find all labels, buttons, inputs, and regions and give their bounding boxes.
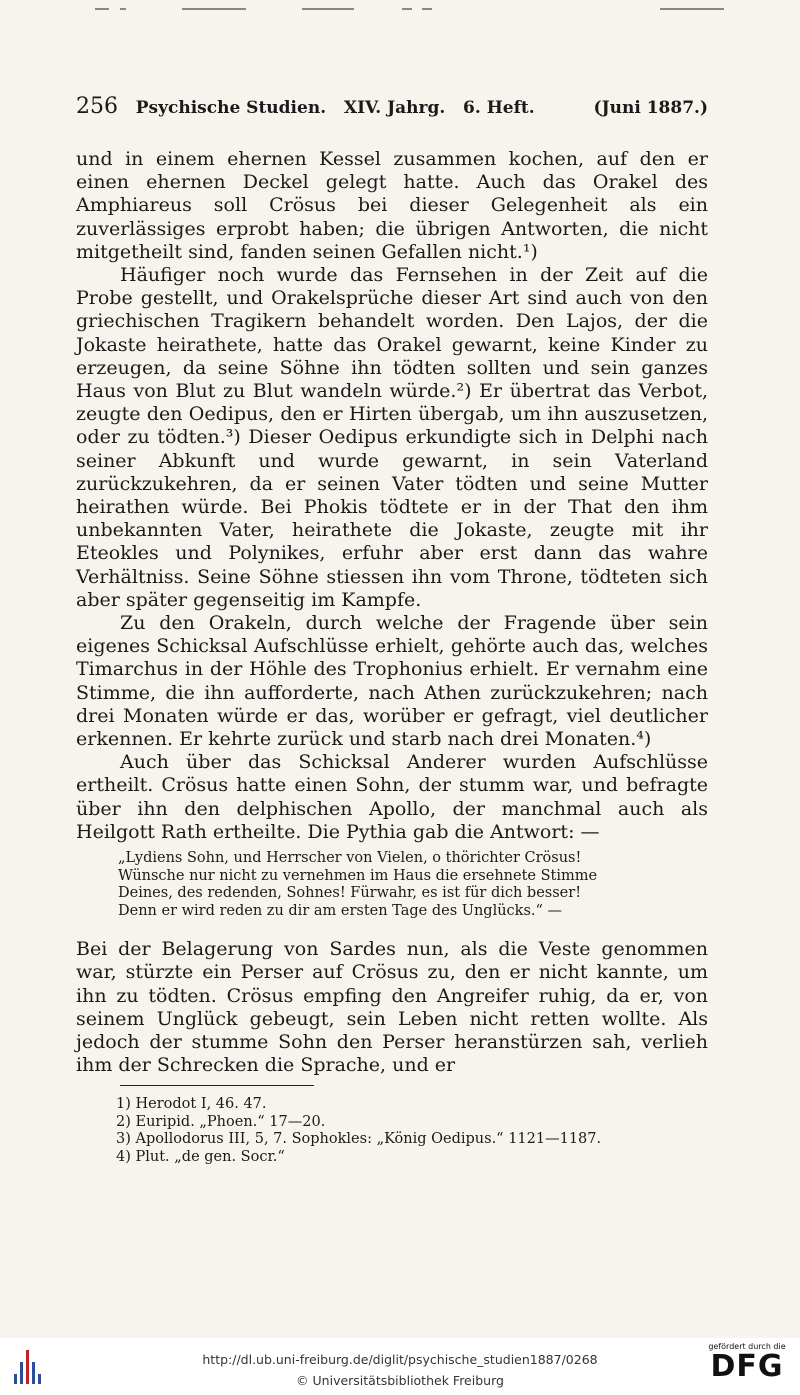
footnote-rule [120, 1085, 314, 1086]
text-body [76, 148, 708, 1166]
scan-top-marks [0, 8, 800, 12]
paragraph-5: Bei der Belagerung von Sardes nun, als die Veste genommen war, stürzte ein Perser auf Crösus zu, den er nicht kannte, um ihn zu tödten. Crösus empfing den Angreifer ruhig, da er, von seinem Unglück gebeugt, sein Leben nicht retten wollte. Als jedoch der stumme Sohn den Perser heranstürzen sah, verlieh ihm der Schrecken die Sprache, und er [76, 938, 708, 1077]
footnote-2 [116, 1114, 708, 1132]
footnote-3 [116, 1131, 708, 1149]
verse-line: Denn er wird reden zu dir am ersten Tage des Unglücks.“ — [118, 902, 563, 919]
footnote-text: Herodot I, 46. 47. [135, 1096, 267, 1113]
footnotes [116, 1096, 708, 1166]
footnote-4 [116, 1149, 708, 1167]
dfg-logo [704, 1342, 790, 1383]
paragraph-3: Zu den Orakeln, durch welche der Fragende über sein eigenes Schicksal Aufschlüsse erhielt, gehörte auch das, welches Timarchus in der Höhle des Trophonius erhielt. Er vernahm eine Stimme, die ihn aufforderte, nach Athen zurückzukehren; nach drei Monaten würde er das, worüber er gefragt, viel deutlicher erkennen. Er kehrte zurück und starb nach drei Monaten.⁴) [76, 612, 708, 751]
issue: 6. Heft. [463, 98, 535, 118]
viewer-footer [0, 1338, 800, 1395]
page-number: 256 [76, 94, 118, 119]
footnote-text: Plut. „de gen. Socr.“ [135, 1148, 285, 1165]
verse-line: „Lydiens Sohn, und Herrscher von Vielen, o thörichter Crösus! [118, 850, 582, 867]
footnote-mark: 3) [116, 1131, 131, 1148]
footnote-1 [116, 1096, 708, 1114]
running-title: Psychische Studien. [135, 98, 327, 118]
verse-line: Wünsche nur nicht zu vernehmen im Haus die ersehnete Stimme [118, 867, 598, 884]
copyright: © Universitätsbibliothek Freiburg [296, 1373, 504, 1388]
footnote-mark: 4) [116, 1148, 131, 1165]
paragraph-4: Auch über das Schicksal Anderer wurden Aufschlüsse ertheilt. Crösus hatte einen Sohn, der stumm war, und befragte über ihn den delphischen Apollo, der manchmal auch als Heilgott Rath ertheilte. Die Pythia gab die Antwort: — [76, 751, 708, 843]
verse-line: Deines, des redenden, Sohnes! Fürwahr, es ist für dich besser! [118, 885, 582, 902]
footnote-text: Euripid. „Phoen.“ 17—20. [135, 1113, 326, 1130]
footnote-mark: 1) [116, 1096, 131, 1113]
footnote-mark: 2) [116, 1113, 131, 1130]
paragraph-1: und in einem ehernen Kessel zusammen kochen, auf den er einen ehernen Deckel gelegt hatte. Auch das Orakel des Amphiareus soll Crösus bei dieser Gelegenheit als ein zuverlässiges erprobt haben; die übrigen Antworten, die nicht mitgetheilt sind, fanden seinen Gefallen nicht.¹) [76, 148, 708, 263]
oracle-verse [118, 850, 708, 920]
running-header [76, 94, 708, 122]
permalink[interactable]: http://dl.ub.uni-freiburg.de/diglit/psychische_studien1887/0268 [202, 1352, 598, 1367]
dfg-logo-text: DFG [710, 1349, 784, 1384]
dfg-funding-note: gefördert durch die [708, 1342, 786, 1351]
volume: XIV. Jahrg. [343, 98, 446, 118]
paragraph-2: Häufiger noch wurde das Fernsehen in der Zeit auf die Probe gestellt, und Orakelsprüche dieser Art sind auch von den griechischen Tragikern behandelt worden. Den Lajos, der die Jokaste heirathete, hatte das Orakel gewarnt, keine Kinder zu erzeugen, da seine Söhne ihn tödten sollten und sein ganzes Haus von Blut zu Blut wandeln würde.²) Er übertrat das Verbot, zeugte den Oedipus, den er Hirten übergab, um ihn auszusetzen, oder zu tödten.³) Dieser Oedipus erkundigte sich in Delphi nach seiner Abkunft und wurde gewarnt, in sein Vaterland zurückzukehren, da er seinen Vater tödten und seine Mutter heirathen würde. Bei Phokis tödtete er in der That den ihm unbekannten Vater, heirathete die Jokaste, zeugte mit ihr Eteokles und Polynikes, erfuhr aber erst dann das wahre Verhältniss. Seine Söhne stiessen ihn vom Throne, tödteten sich aber später gegenseitig im Kampfe. [76, 264, 708, 611]
footnote-text: Apollodorus III, 5, 7. Sophokles: „König Oedipus.“ 1121—1187. [135, 1131, 602, 1148]
issue-date: (Juni 1887.) [593, 98, 708, 118]
